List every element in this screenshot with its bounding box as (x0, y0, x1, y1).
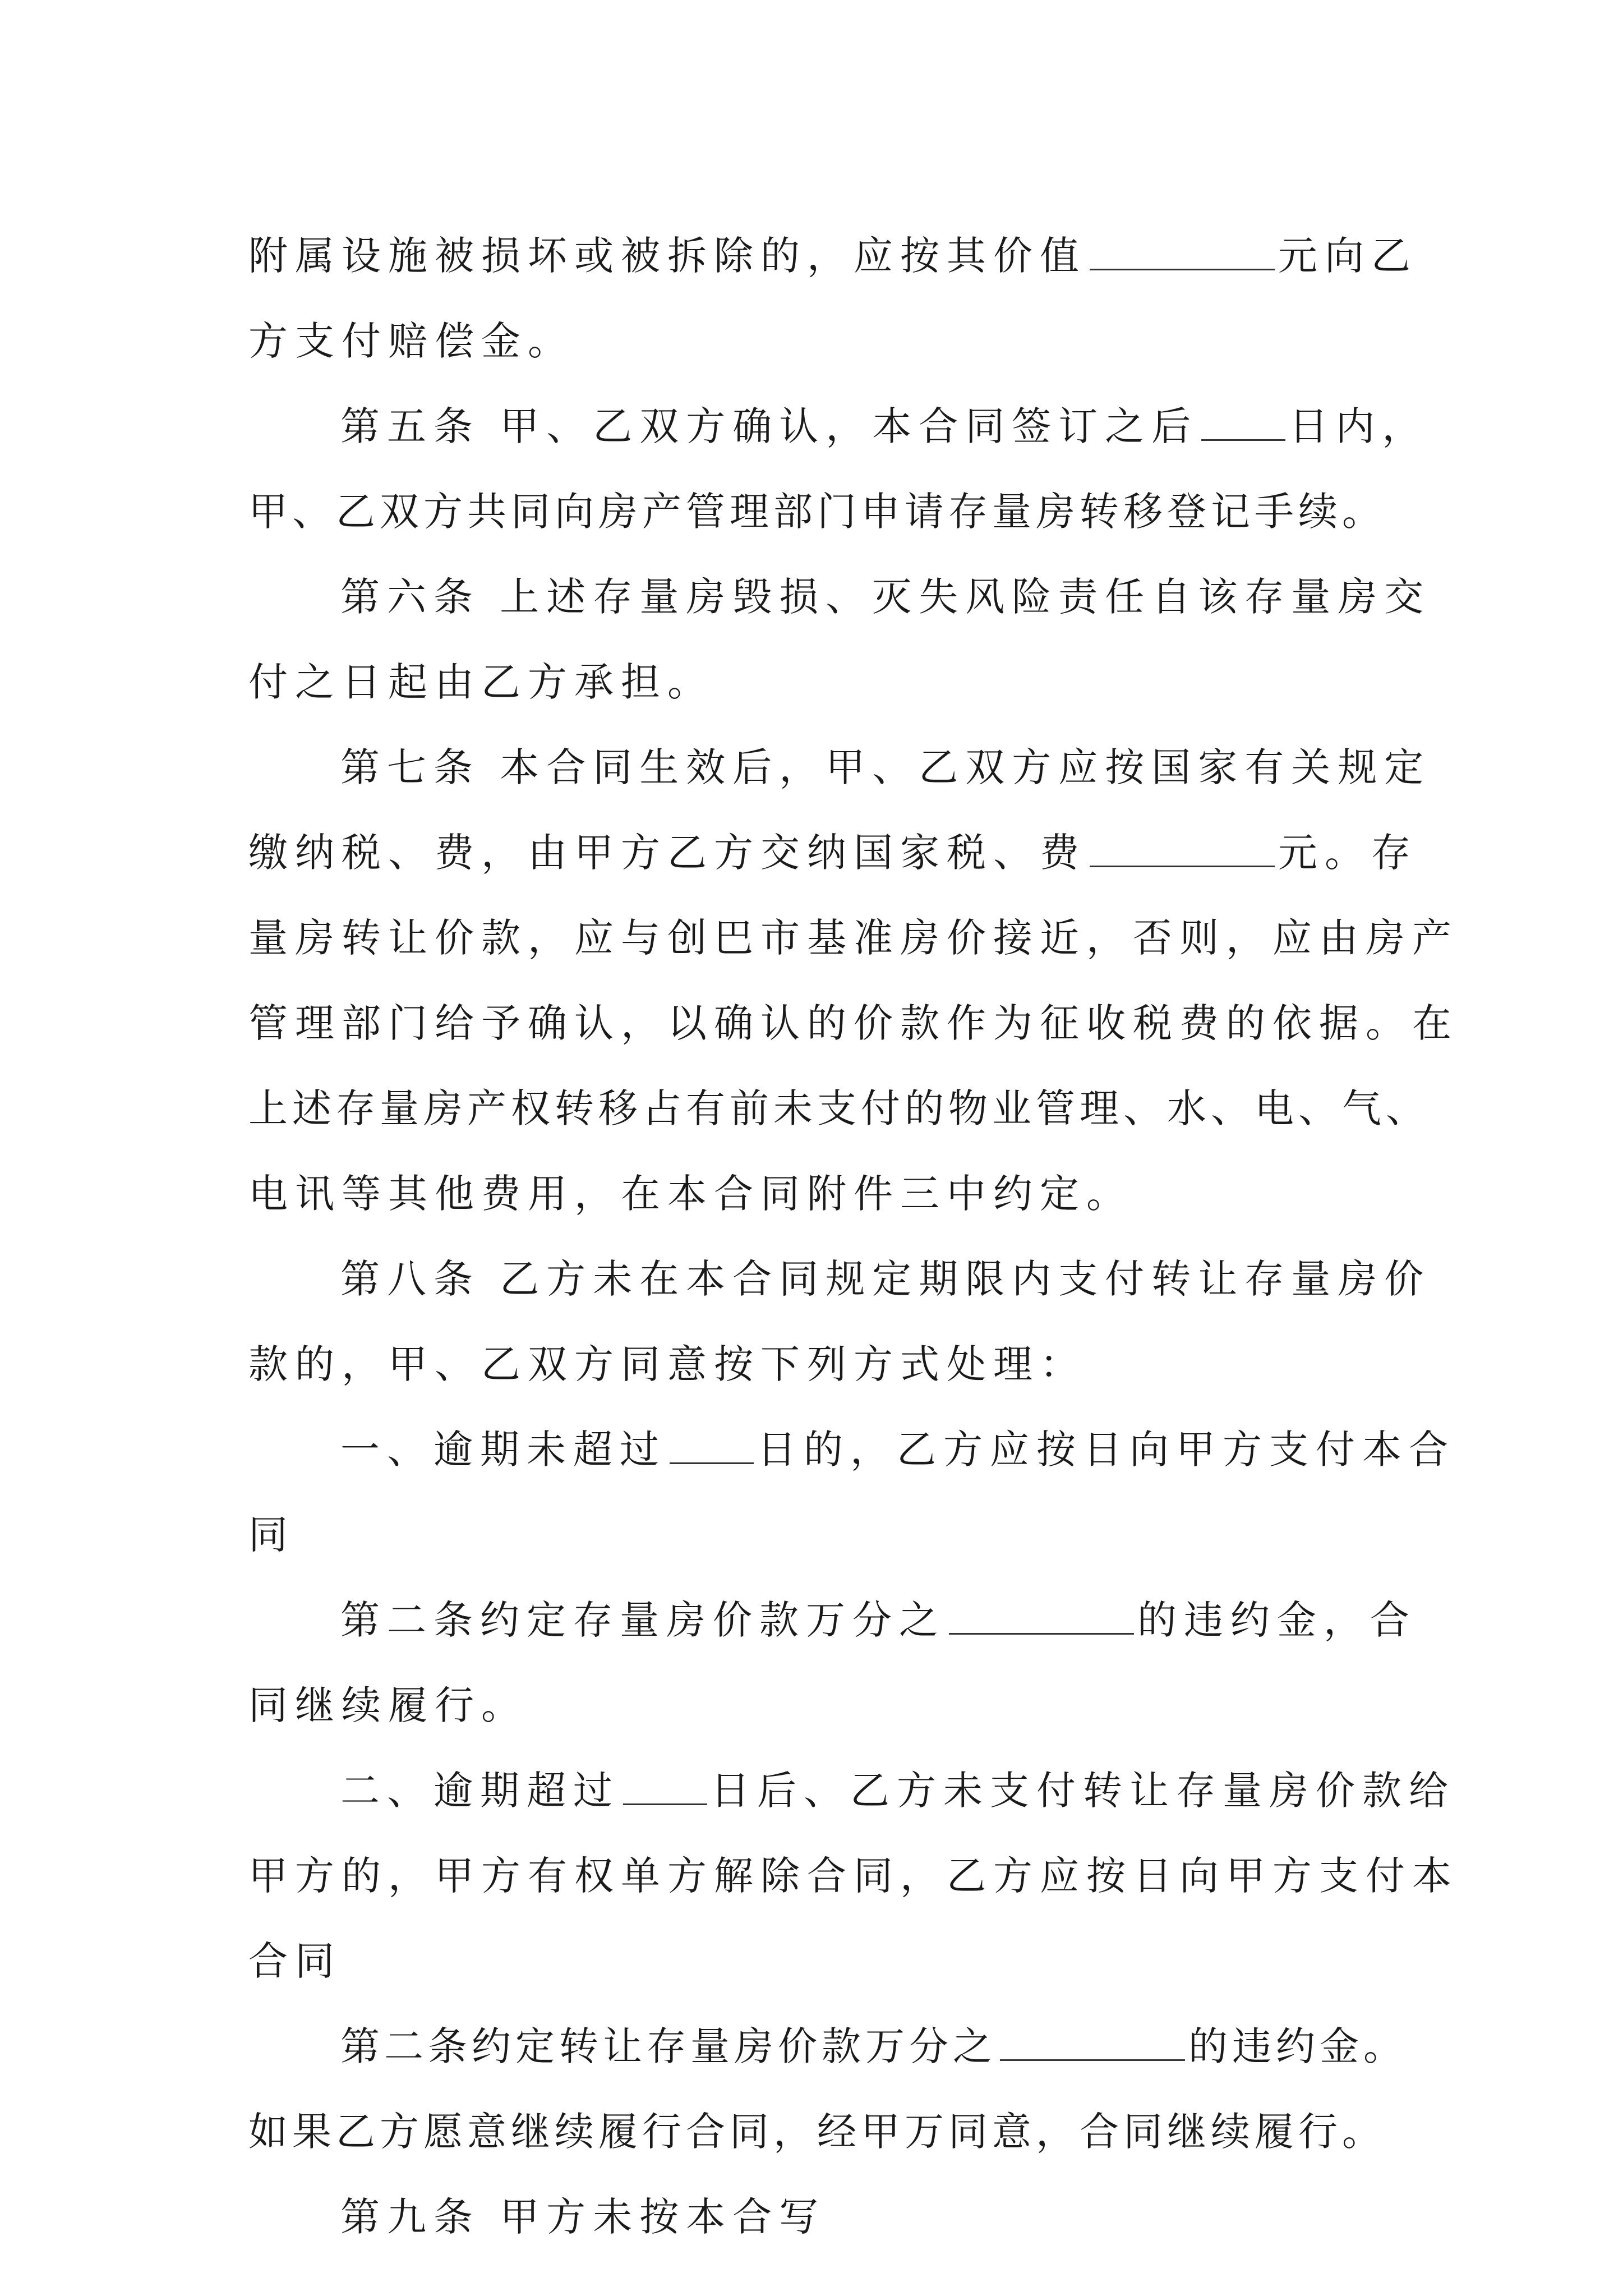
text-line (248, 895, 1459, 981)
fill-in-blank (623, 1771, 707, 1805)
text-line (248, 2004, 1407, 2089)
text-line (248, 1151, 1393, 1236)
text-line (248, 1066, 1430, 1151)
text-segment: 元向乙 (1278, 233, 1418, 279)
text-segment: 日的，乙方应按日向甲方支付本合 (757, 1427, 1455, 1473)
text-segment: 甲、乙双方共同向房产管理部门申请存量房转移登记手续。 (248, 489, 1386, 535)
fill-in-blank (1090, 236, 1275, 270)
fill-in-blank (1000, 2027, 1185, 2061)
text-line (248, 1918, 1393, 2004)
article-8-line (248, 1236, 1431, 1322)
fill-in-blank (1090, 833, 1275, 867)
text-segment: 方支付赔偿金。 (248, 318, 574, 364)
text-segment: 第二条约定存量房价款万分之 (340, 1597, 946, 1643)
text-segment: 付之日起由乙方承担。 (248, 659, 714, 705)
text-line (248, 298, 1393, 384)
contract-text (248, 213, 1459, 2260)
text-segment: 第二条约定转让存量房价款万分之 (340, 2023, 997, 2069)
text-segment: 第五条 甲、乙双方确认，本合同签订之后 (340, 403, 1198, 449)
text-segment: 第八条 乙方未在本合同规定期限内支付转让存量房价 (340, 1256, 1431, 1302)
article-5-line (248, 384, 1429, 469)
fill-in-blank (670, 1430, 754, 1464)
text-segment: 第七条 本合同生效后，甲、乙双方应按国家有关规定 (340, 744, 1431, 790)
text-segment: 的违约金。 (1188, 2023, 1407, 2069)
text-line (248, 213, 1418, 298)
text-segment: 第六条 上述存量房毁损、灭失风险责任自该存量房交 (340, 574, 1431, 620)
text-segment: 款的，甲、乙双方同意按下列方式处理： (248, 1341, 1086, 1387)
text-line (248, 2089, 1393, 2174)
text-segment: 上述存量房产权转移占有前未支付的物业管理、水、电、气、 (248, 1085, 1430, 1131)
text-line (248, 1577, 1417, 1663)
text-segment: 缴纳税、费，由甲方乙方交纳国家税、费 (248, 830, 1086, 876)
article-6-line (248, 554, 1431, 639)
fill-in-blank (1201, 407, 1285, 441)
text-line (248, 469, 1393, 554)
text-segment: 日内， (1289, 403, 1429, 449)
text-segment: 同 (248, 1512, 295, 1558)
text-segment: 同继续履行。 (248, 1682, 528, 1728)
text-segment: 管理部门给予确认，以确认的价款作为征收税费的依据。在 (248, 1000, 1459, 1046)
text-segment: 量房转让价款，应与创巴市基准房价接近，否则，应由房产 (248, 915, 1459, 961)
text-segment: 如果乙方愿意继续履行合同，经甲万同意，合同继续履行。 (248, 2109, 1386, 2155)
text-line (248, 1492, 1393, 1577)
text-line (248, 810, 1418, 895)
text-segment: 元。存 (1278, 830, 1418, 876)
article-7-line (248, 725, 1431, 810)
text-line (248, 1322, 1393, 1407)
fill-in-blank (949, 1600, 1134, 1635)
text-line (248, 1833, 1459, 1918)
text-line (248, 981, 1459, 1066)
text-segment: 第九条 甲方未按本合写 (340, 2194, 826, 2240)
text-segment: 电讯等其他费用，在本合同附件三中约定。 (248, 1171, 1133, 1217)
text-segment: 一、逾期未超过 (340, 1427, 666, 1473)
text-line (248, 1663, 1393, 1748)
text-segment: 甲方的，甲方有权单方解除合同，乙方应按日向甲方支付本 (248, 1853, 1459, 1899)
text-segment: 的违约金，合 (1137, 1597, 1417, 1643)
clause-2-line (248, 1748, 1455, 1833)
article-9-line (248, 2174, 1393, 2260)
text-segment: 合同 (248, 1938, 342, 1984)
text-segment: 日后、乙方未支付转让存量房价款给 (711, 1768, 1455, 1814)
clause-1-line (248, 1407, 1455, 1492)
text-segment: 附属设施被损坏或被拆除的，应按其价值 (248, 233, 1086, 279)
text-segment: 二、逾期超过 (340, 1768, 620, 1814)
text-line (248, 639, 1393, 725)
